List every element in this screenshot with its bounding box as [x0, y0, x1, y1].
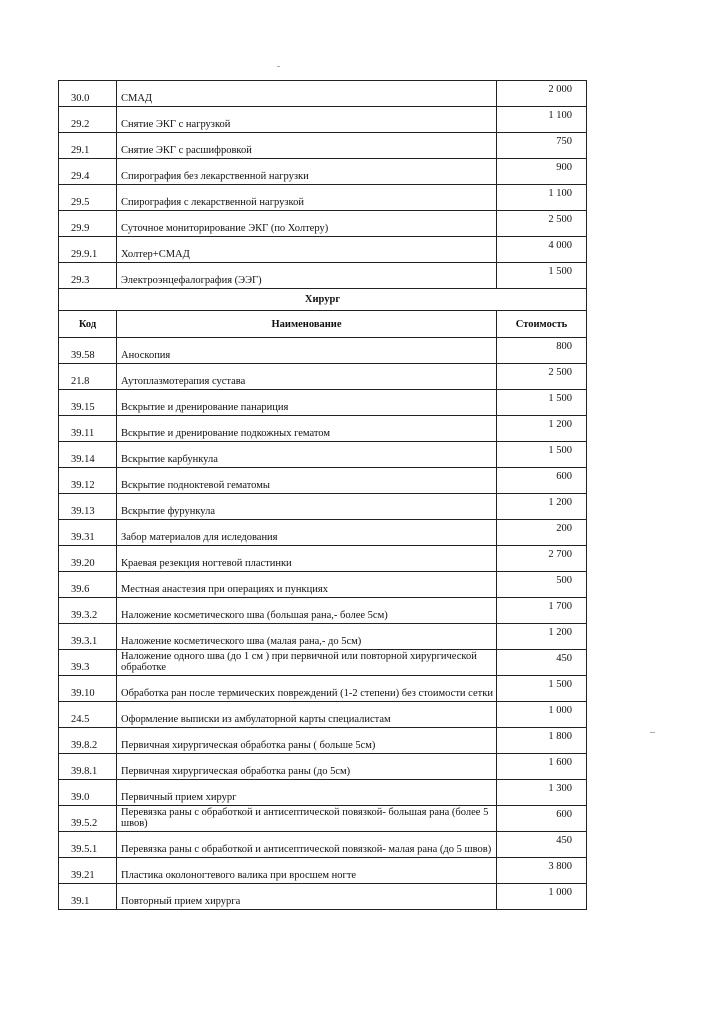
row-price: 1 000 [548, 887, 572, 898]
header-name: Наименование [117, 311, 497, 337]
row-name: Аноскопия [117, 338, 497, 363]
table-row [59, 676, 586, 702]
row-code: 39.5.2 [59, 806, 117, 831]
row-name: Спирография с лекарственной нагрузкой [117, 185, 497, 210]
row-name: Электроэнцефалография (ЭЭГ) [117, 263, 497, 288]
section-title-text: Хирург [304, 294, 341, 305]
table-row [59, 754, 586, 780]
table-row [59, 520, 586, 546]
table-row [59, 728, 586, 754]
row-price: 800 [556, 341, 572, 352]
row-name: Вскрытие и дренирование подкожных гематом [117, 416, 497, 441]
row-code: 21.8 [59, 364, 117, 389]
row-price: 750 [556, 136, 572, 147]
row-name: Наложение одного шва (до 1 см ) при первичной или повторной хирургической обработке [117, 650, 497, 675]
row-code: 39.0 [59, 780, 117, 805]
row-code: 39.10 [59, 676, 117, 701]
table-row [59, 546, 586, 572]
row-price: 1 200 [548, 627, 572, 638]
row-price: 1 300 [548, 783, 572, 794]
row-name: Наложение косметического шва (большая рана,- более 5см) [117, 598, 497, 623]
row-name: Вскрытие и дренирование панариция [117, 390, 497, 415]
row-code: 39.8.1 [59, 754, 117, 779]
row-name: Снятие ЭКГ с расшифровкой [117, 133, 497, 158]
row-code: 39.6 [59, 572, 117, 597]
table-row [59, 237, 586, 263]
row-code: 39.5.1 [59, 832, 117, 857]
row-code: 39.1 [59, 884, 117, 909]
row-name: Пластика околоногтевого валика при вросшем ногте [117, 858, 497, 883]
table-row [59, 650, 586, 676]
row-code: 30.0 [59, 81, 117, 106]
scan-speck [277, 66, 280, 67]
row-code: 24.5 [59, 702, 117, 727]
row-code: 39.3.2 [59, 598, 117, 623]
table-row [59, 780, 586, 806]
table-row [59, 494, 586, 520]
row-name: Спирография без лекарственной нагрузки [117, 159, 497, 184]
row-price: 1 500 [548, 393, 572, 404]
table-row [59, 364, 586, 390]
row-price: 1 100 [548, 110, 572, 121]
row-code: 29.2 [59, 107, 117, 132]
row-price: 2 500 [548, 367, 572, 378]
row-price: 900 [556, 162, 572, 173]
row-code: 29.9 [59, 211, 117, 236]
row-price: 1 500 [548, 679, 572, 690]
row-price: 1 500 [548, 445, 572, 456]
row-price: 600 [556, 471, 572, 482]
row-price: 1 200 [548, 419, 572, 430]
row-price: 2 700 [548, 549, 572, 560]
row-name: Первичный прием хирург [117, 780, 497, 805]
row-code: 39.20 [59, 546, 117, 571]
row-price: 1 000 [548, 705, 572, 716]
row-code: 39.15 [59, 390, 117, 415]
row-price: 2 500 [548, 214, 572, 225]
row-name: Забор материалов для иследования [117, 520, 497, 545]
table-row [59, 832, 586, 858]
row-code: 39.31 [59, 520, 117, 545]
table-row [59, 338, 586, 364]
table-row [59, 468, 586, 494]
row-name: Местная анастезия при операциях и пункциях [117, 572, 497, 597]
row-code: 39.21 [59, 858, 117, 883]
row-price: 200 [556, 523, 572, 534]
row-name: Аутоплазмотерапия сустава [117, 364, 497, 389]
row-name: Оформление выписки из амбулаторной карты специалистам [117, 702, 497, 727]
row-price: 3 800 [548, 861, 572, 872]
row-name: Наложение косметического шва (малая рана,- до 5см) [117, 624, 497, 649]
table-row [59, 572, 586, 598]
row-code: 39.8.2 [59, 728, 117, 753]
scan-speck [650, 732, 655, 733]
header-code: Код [59, 311, 117, 337]
row-code: 39.58 [59, 338, 117, 363]
table-row [59, 185, 586, 211]
row-name: Краевая резекция ногтевой пластинки [117, 546, 497, 571]
row-code: 29.1 [59, 133, 117, 158]
table-row [59, 81, 586, 107]
row-code: 39.13 [59, 494, 117, 519]
price-table [58, 80, 587, 910]
table-row [59, 884, 586, 910]
row-code: 39.12 [59, 468, 117, 493]
row-name: Суточное мониторирование ЭКГ (по Холтеру) [117, 211, 497, 236]
row-code: 39.11 [59, 416, 117, 441]
table-row [59, 598, 586, 624]
row-name: Повторный прием хирурга [117, 884, 497, 909]
row-name: Вскрытие подноктевой гематомы [117, 468, 497, 493]
row-code: 29.5 [59, 185, 117, 210]
row-name: Первичная хирургическая обработка раны ( больше 5см) [117, 728, 497, 753]
table-row [59, 416, 586, 442]
table-header [59, 311, 586, 338]
row-name: Первичная хирургическая обработка раны (до 5см) [117, 754, 497, 779]
row-price: 2 000 [548, 84, 572, 95]
row-code: 29.9.1 [59, 237, 117, 262]
table-row [59, 159, 586, 185]
table-row [59, 211, 586, 237]
table-row [59, 702, 586, 728]
row-price: 1 100 [548, 188, 572, 199]
surgeon-rows [59, 338, 586, 910]
row-code: 29.3 [59, 263, 117, 288]
row-code: 39.3.1 [59, 624, 117, 649]
row-code: 39.3 [59, 650, 117, 675]
row-code: 39.14 [59, 442, 117, 467]
row-code: 29.4 [59, 159, 117, 184]
row-name: Снятие ЭКГ с нагрузкой [117, 107, 497, 132]
row-price: 1 600 [548, 757, 572, 768]
row-price: 4 000 [548, 240, 572, 251]
table-row [59, 858, 586, 884]
row-name: Вскрытие фурункула [117, 494, 497, 519]
table-row [59, 624, 586, 650]
row-name: Перевязка раны с обработкой и антисептической повязкой- малая рана (до 5 швов) [117, 832, 497, 857]
row-price: 1 700 [548, 601, 572, 612]
table-row [59, 133, 586, 159]
row-price: 500 [556, 575, 572, 586]
row-price: 600 [556, 809, 572, 820]
row-price: 450 [556, 835, 572, 846]
row-name: СМАД [117, 81, 497, 106]
row-name: Холтер+СМАД [117, 237, 497, 262]
table-row [59, 263, 586, 289]
table-row [59, 390, 586, 416]
row-price: 1 800 [548, 731, 572, 742]
section-title [59, 289, 586, 311]
row-name: Перевязка раны с обработкой и антисептической повязкой- большая рана (более 5 швов) [117, 806, 497, 831]
top-rows [59, 81, 586, 289]
row-price: 450 [556, 653, 572, 664]
row-name: Обработка ран после термических повреждений (1-2 степени) без стоимости сетки [117, 676, 497, 701]
header-price: Стоимость [515, 318, 568, 330]
row-price: 1 200 [548, 497, 572, 508]
row-price: 1 500 [548, 266, 572, 277]
row-name: Вскрытие карбункула [117, 442, 497, 467]
table-row [59, 442, 586, 468]
table-row [59, 806, 586, 832]
table-row [59, 107, 586, 133]
